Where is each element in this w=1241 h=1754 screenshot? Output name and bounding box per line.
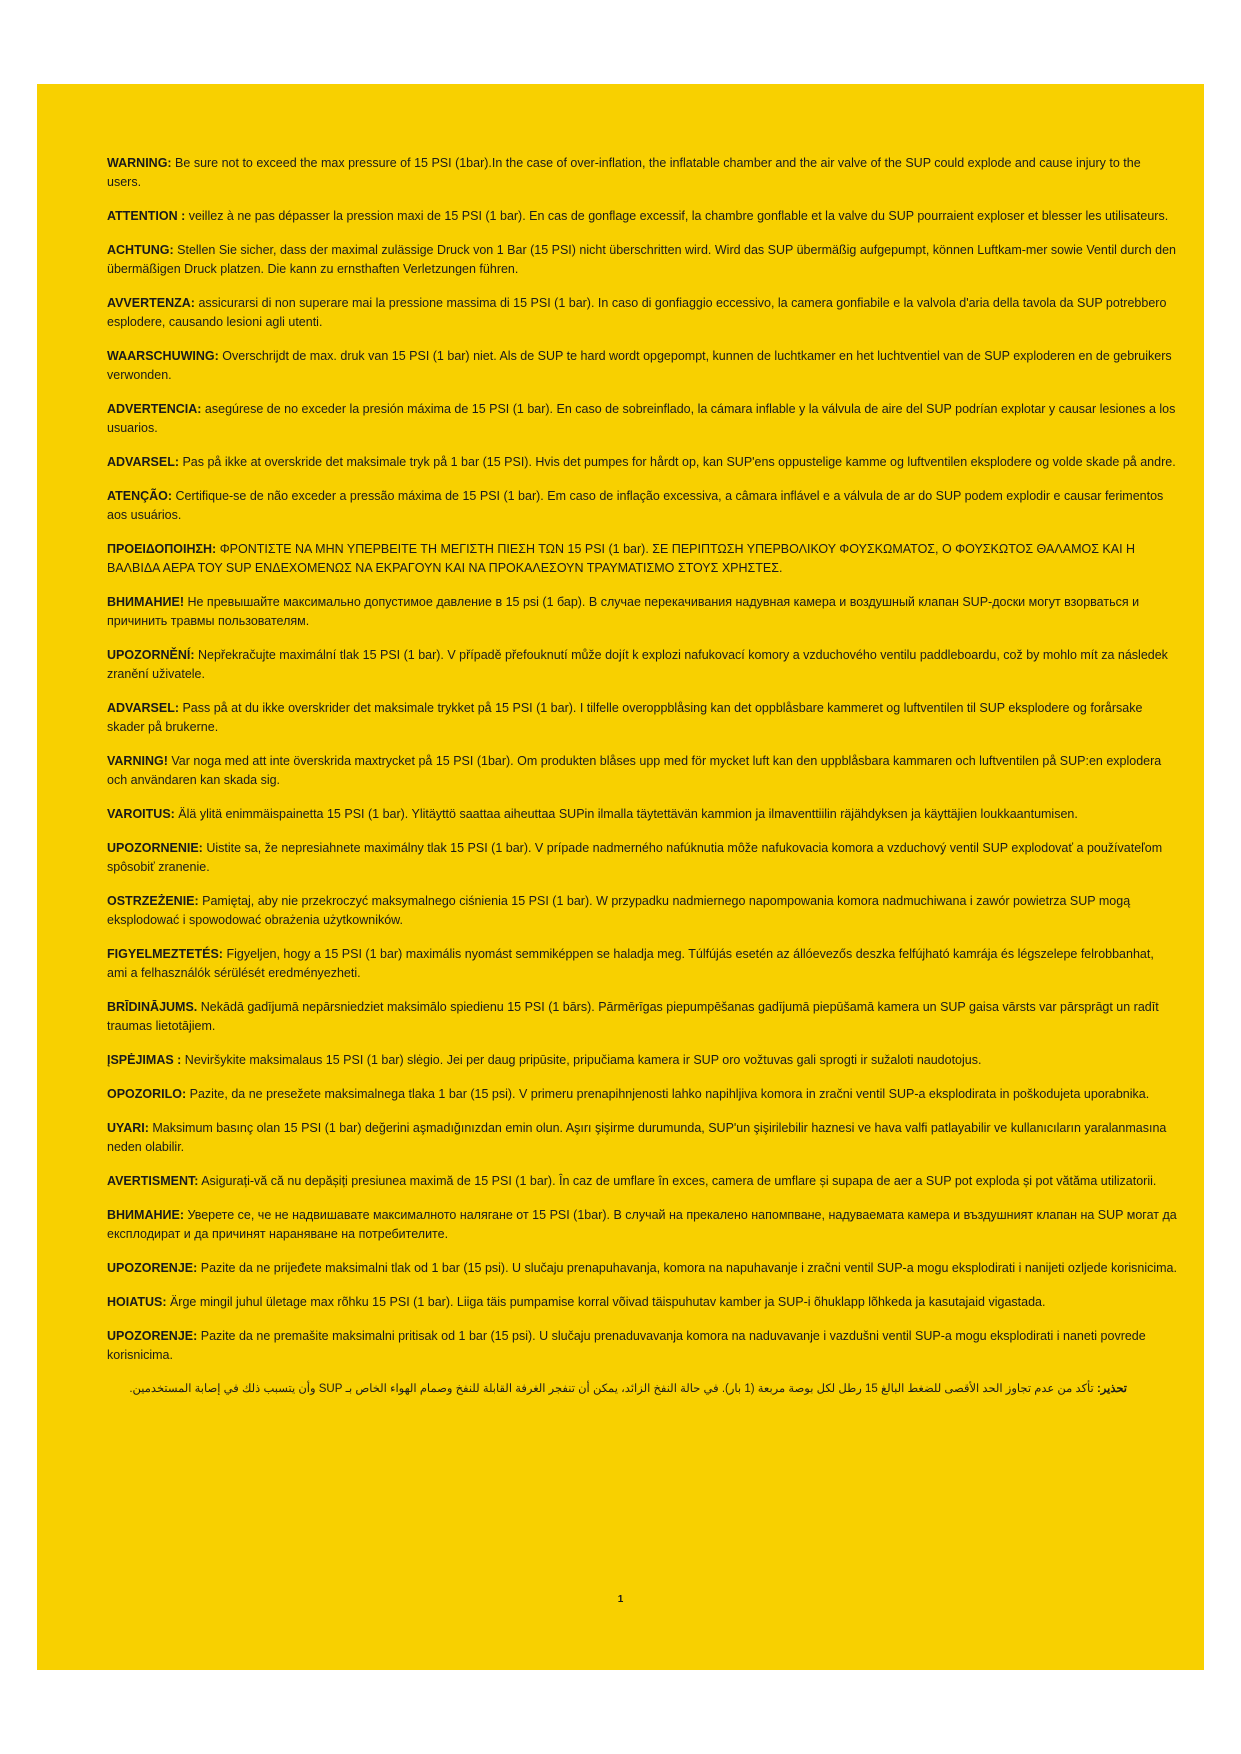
warning-label: UYARI: <box>107 1121 149 1135</box>
warning-text: Älä ylitä enimmäispainetta 15 PSI (1 bar). Ylitäyttö saattaa aiheuttaa SUPin ilmalla täytettävän kammion ja ilmaventtiilin räjähdyksen ja käyttäjien loukkaantumisen. <box>174 807 1078 821</box>
warning-text: ΦΡΟΝΤΙΣΤΕ ΝΑ ΜΗΝ ΥΠΕΡΒΕΙΤΕ ΤΗ ΜΕΓΙΣΤΗ ΠΙΕΣΗ ΤΩΝ 15 PSI (1 bar). ΣΕ ΠΕΡΙΠΤΩΣΗ ΥΠΕΡΒΟΛΙΚΟΥ ΦΟΥΣΚΩΜΑΤΟΣ, Ο ΦΟΥΣΚΩΤΟΣ ΘΑΛΑΜΟΣ ΚΑΙ Η ΒΑΛΒΙΔΑ ΑΕΡΑ ΤΟΥ SUP ΕΝΔΕΧΟΜΕΝΩΣ ΝΑ ΕΚΡΑΓΟΥΝ ΚΑΙ ΝΑ ΠΡΟΚΑΛΕΣΟΥΝ ΤΡΑΥΜΑΤΙΣΜΟ ΣΤΟΥΣ ΧΡΗΣΤΕΣ. <box>107 542 1136 575</box>
warning-label: ACHTUNG: <box>107 243 174 257</box>
warning-text: Var noga med att inte överskrida maxtrycket på 15 PSI (1bar). Om produkten blåses upp med för mycket luft kan den uppblåsbara kammaren och luftventilen på SUP:en explodera och användaren kan skada sig. <box>107 754 1162 787</box>
warning-fi <box>107 805 1177 824</box>
warning-sl <box>107 1085 1177 1104</box>
warning-label: UPOZORNENIE: <box>107 841 203 855</box>
warning-text: asegúrese de no exceder la presión máxima de 15 PSI (1 bar). En caso de sobreinflado, la cámara inflable y la válvula de aire del SUP podrían explotar y causar lesiones a los usuarios. <box>107 402 1176 435</box>
warning-da <box>107 453 1177 472</box>
warning-text: Pas på ikke at overskride det maksimale tryk på 1 bar (15 PSI). Hvis det pumpes for hårdt op, kan SUP'ens oppustelige kamme og luftventilen eksplodere og volde skade på andre. <box>179 455 1176 469</box>
warning-text: Be sure not to exceed the max pressure of 15 PSI (1bar).In the case of over-inflation, the inflatable chamber and the air valve of the SUP could explode and cause injury to the users. <box>107 156 1141 189</box>
warning-bg <box>107 1206 1177 1244</box>
warning-hr <box>107 1259 1177 1278</box>
warning-label: FIGYELMEZTETÉS: <box>107 947 223 961</box>
page-number: 1 <box>617 1594 624 1605</box>
warning-label: ADVARSEL: <box>107 455 179 469</box>
warning-label: ВНИМАНИЕ: <box>107 1208 184 1222</box>
warning-label: AVVERTENZA: <box>107 296 195 310</box>
warning-text: Не превышайте максимально допустимое давление в 15 psi (1 бар). В случае перекачивания надувная камера и воздушный клапан SUP-доски могут взорваться и причинить травмы пользователям. <box>107 595 1140 628</box>
warning-label: VARNING! <box>107 754 168 768</box>
warning-pt <box>107 487 1177 525</box>
warning-text: Nekādā gadījumā nepārsniedziet maksimālo spiedienu 15 PSI (1 bārs). Pārmērīgas piepumpēšanas gadījumā piepūšamā kamera un SUP gaisa vārsts var pārsprāgt un radīt traumas lietotājiem. <box>107 1000 1159 1033</box>
warning-ru <box>107 593 1177 631</box>
warning-es <box>107 400 1177 438</box>
warning-ro <box>107 1172 1177 1191</box>
warning-text: Maksimum basınç olan 15 PSI (1 bar) değerini aşmadığınızdan emin olun. Aşırı şişirme durumunda, SUP'un şişirilebilir haznesi ve hava valfi patlayabilir ve kullanıcıların yaralanmasına neden olabilir. <box>107 1121 1167 1154</box>
warning-label: ΠΡΟΕΙΔΟΠΟΙΗΣΗ: <box>107 542 217 556</box>
warning-label: UPOZORNĚNÍ: <box>107 648 195 662</box>
warning-lt <box>107 1051 1177 1070</box>
warning-label: WAARSCHUWING: <box>107 349 219 363</box>
warning-text: Уверете се, че не надвишавате максималното налягане от 15 PSI (1bar). В случай на прекалено напомпване, надуваемата камера и въздушният клапан на SUP могат да експлодират и да причинят нараняване на потребителите. <box>107 1208 1177 1241</box>
warning-label: ADVARSEL: <box>107 701 179 715</box>
warning-text: assicurarsi di non superare mai la pressione massima di 15 PSI (1 bar). In caso di gonfiaggio eccessivo, la camera gonfiabile e la valvola d'aria della tavola da SUP potrebbero esplodere, causando lesioni agli utenti. <box>107 296 1167 329</box>
warning-text: veillez à ne pas dépasser la pression maxi de 15 PSI (1 bar). En cas de gonflage excessif, la chambre gonflable et la valve du SUP pourraient exploser et blesser les utilisateurs. <box>185 209 1169 223</box>
warning-cs <box>107 646 1177 684</box>
warning-de <box>107 241 1177 279</box>
warning-sr <box>107 1327 1177 1365</box>
warning-label: ATENÇÃO: <box>107 489 173 503</box>
warning-et <box>107 1293 1177 1312</box>
warning-label: BRĪDINĀJUMS. <box>107 1000 198 1014</box>
warning-hu <box>107 945 1177 983</box>
warning-label: OSTRZEŻENIE: <box>107 894 199 908</box>
warning-text: Asigurați-vă că nu depășiți presiunea maximă de 15 PSI (1 bar). În caz de umflare în exces, camera de umflare și supapa de aer a SUP pot exploda și pot vătăma utilizatorii. <box>198 1174 1157 1188</box>
warning-text: تأكد من عدم تجاوز الحد الأقصى للضغط البالغ 15 رطل لكل بوصة مربعة (1 بار). في حالة النفخ الزائد، يمكن أن تنفجر الغرفة القابلة للنفخ وصمام الهواء الخاص بـ SUP وأن يتسبب ذلك في إصابة المستخدمين. <box>129 1383 1097 1395</box>
warning-sv <box>107 752 1177 790</box>
warning-text: Pazite, da ne presežete maksimalnega tlaka 1 bar (15 psi). V primeru prenapihnjenosti lahko napihljiva komora in zračni ventil SUP-a eksplodirata in poškodujeta uporabnika. <box>186 1087 1150 1101</box>
warning-text: Pazite da ne prijeđete maksimalni tlak od 1 bar (15 psi). U slučaju prenapuhavanja, komora na napuhavanje i zračni ventil SUP-a mogu eksplodirati i nanijeti ozljede korisnicima. <box>197 1261 1177 1275</box>
warning-nl <box>107 347 1177 385</box>
warning-text: Pamiętaj, aby nie przekroczyć maksymalnego ciśnienia 15 PSI (1 bar). W przypadku nadmiernego napompowania komora nadmuchiwana i zawór powietrza SUP mogą eksplodować i spowodować obrażenia użytkowników. <box>107 894 1131 927</box>
warning-text: Pass på at du ikke overskrider det maksimale trykket på 15 PSI (1 bar). I tilfelle overoppblåsing kan det oppblåsbare kammeret og luftventilen til SUP eksplodere og forårsake skader på brukerne. <box>107 701 1143 734</box>
warning-pl <box>107 892 1177 930</box>
warning-en <box>107 154 1177 192</box>
warnings-list <box>107 154 1177 1399</box>
warning-label: UPOZORENJE: <box>107 1261 198 1275</box>
warning-text: Neviršykite maksimalaus 15 PSI (1 bar) slėgio. Jei per daug pripūsite, pripučiama kamera ir SUP oro vožtuvas gali sprogti ir sužaloti naudotojus. <box>181 1053 982 1067</box>
warning-text: Pazite da ne premašite maksimalni pritisak od 1 bar (15 psi). U slučaju prenaduvavanja komora na naduvavanje i vazdušni ventil SUP-a mogu eksplodirati i naneti povrede korisnicima. <box>107 1329 1146 1362</box>
warning-ar <box>107 1380 1127 1399</box>
warning-it <box>107 294 1177 332</box>
warning-sk <box>107 839 1177 877</box>
warning-text: Nepřekračujte maximální tlak 15 PSI (1 bar). V případě přefouknutí může dojít k explozi nafukovací komory a vzduchového ventilu paddleboardu, což by mohlo mít za následek zranění uživatele. <box>107 648 1168 681</box>
warning-lv <box>107 998 1177 1036</box>
warning-text: Ärge mingil juhul ületage max rõhku 15 PSI (1 bar). Liiga täis pumpamise korral võivad täispuhutav kamber ja SUP-i õhuklapp lõhkeda ja kasutajaid vigastada. <box>166 1295 1046 1309</box>
warning-text: Uistite sa, že nepresiahnete maximálny tlak 15 PSI (1 bar). V prípade nadmerného nafúknutia môže nafukovacia komora a vzduchový ventil SUP explodovať a používateľom spôsobiť zranenie. <box>107 841 1163 874</box>
warning-text: Stellen Sie sicher, dass der maximal zulässige Druck von 1 Bar (15 PSI) nicht überschritten wird. Wird das SUP übermäßig aufgepumpt, können Luftkam-mer sowie Ventil durch den übermäßigen Druck platzen. Die kann zu ernsthaften Verletzungen führen. <box>107 243 1176 276</box>
warning-page-panel <box>37 84 1204 1670</box>
warning-label: VAROITUS: <box>107 807 175 821</box>
warning-label: AVERTISMENT: <box>107 1174 199 1188</box>
warning-label: ATTENTION : <box>107 209 186 223</box>
warning-label: تحذير: <box>1096 1383 1127 1395</box>
warning-label: WARNING: <box>107 156 172 170</box>
warning-label: UPOZORENJE: <box>107 1329 198 1343</box>
warning-label: OPOZORILO: <box>107 1087 187 1101</box>
warning-tr <box>107 1119 1177 1157</box>
warning-text: Overschrijdt de max. druk van 15 PSI (1 bar) niet. Als de SUP te hard wordt opgepompt, kunnen de luchtkamer en het luchtventiel van de SUP exploderen en de gebruikers verwonden. <box>107 349 1172 382</box>
warning-no <box>107 699 1177 737</box>
warning-label: ADVERTENCIA: <box>107 402 202 416</box>
warning-text: Certifique-se de não exceder a pressão máxima de 15 PSI (1 bar). Em caso de inflação excessiva, a câmara inflável e a válvula de ar do SUP podem explodir e causar ferimentos aos usuários. <box>107 489 1164 522</box>
warning-label: HOIATUS: <box>107 1295 167 1309</box>
warning-fr <box>107 207 1177 226</box>
warning-label: ВНИМАНИЕ! <box>107 595 184 609</box>
warning-el <box>107 540 1177 578</box>
warning-label: ĮSPĖJIMAS : <box>107 1053 182 1067</box>
warning-text: Figyeljen, hogy a 15 PSI (1 bar) maximális nyomást semmiképpen se haladja meg. Túlfújás esetén az állóevezős deszka felfújható kamrája és légszelepe felrobbanhat, ami a felhasználók sérülését eredményezheti. <box>107 947 1154 980</box>
